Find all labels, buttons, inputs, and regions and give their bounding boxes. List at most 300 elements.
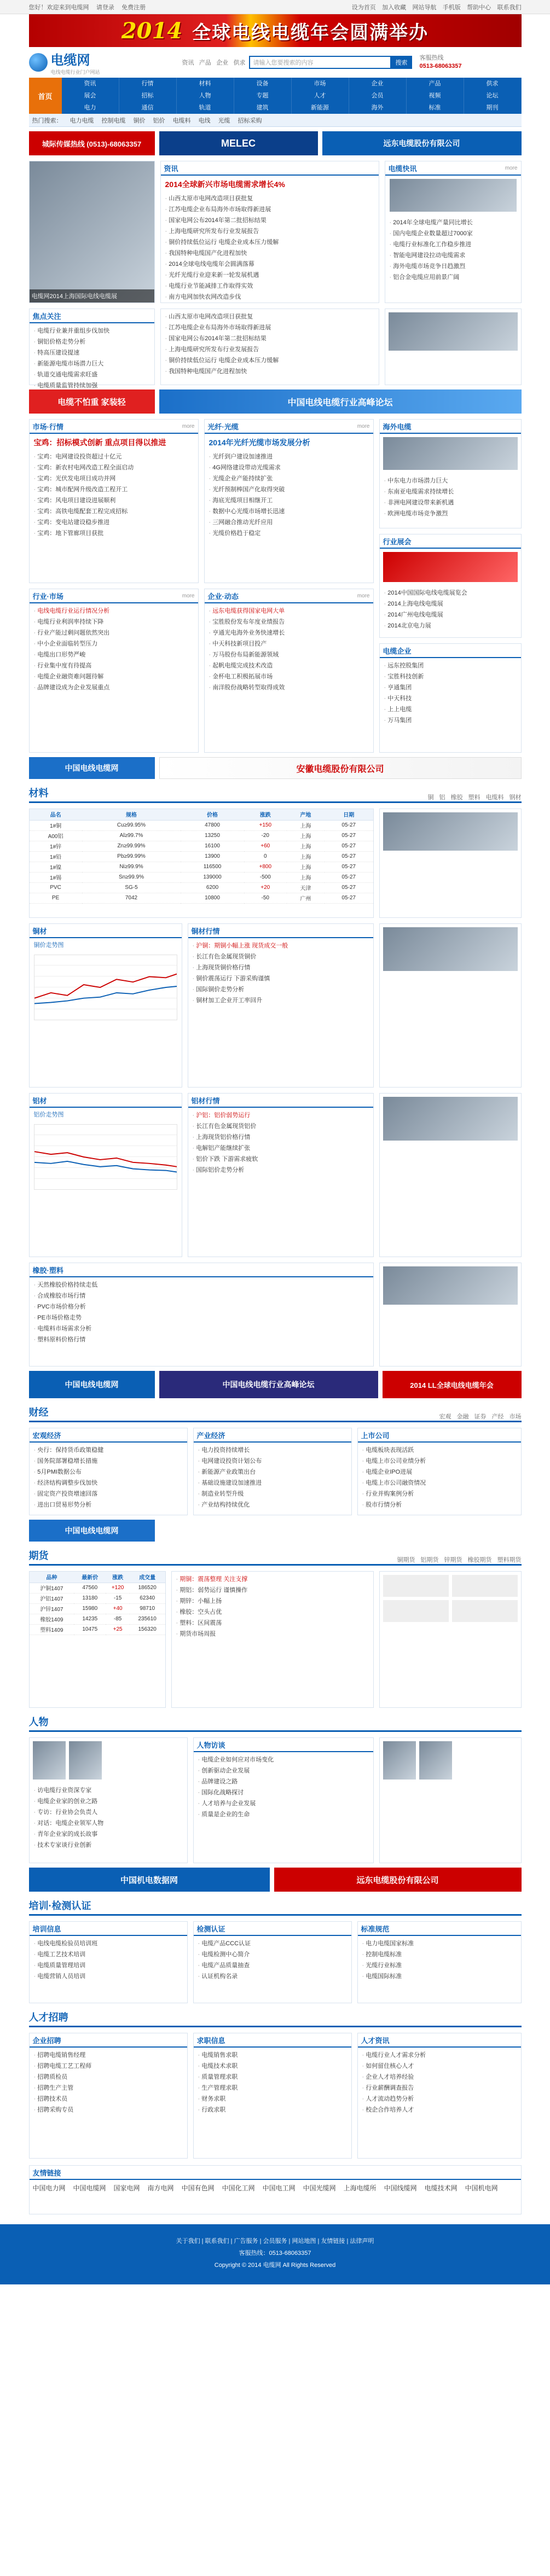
interview-item[interactable]: · 国际化战略探讨	[198, 1787, 369, 1798]
ad-cable-light[interactable]: 电缆不怕重 家装轻	[29, 389, 155, 414]
overseas-item[interactable]: · 欧洲电缆市场竞争激烈	[384, 508, 517, 519]
materials-row[interactable]	[30, 893, 373, 903]
recruit-item[interactable]: · 招聘生产主管	[34, 2083, 183, 2094]
tech-headline[interactable]: 2014年光纤光缆市场发展分析	[209, 438, 310, 447]
macro-item[interactable]: · 经济结构调整步伐加快	[34, 1478, 183, 1488]
tech-item[interactable]: · 光纤预制棒国产化取得突破	[209, 484, 369, 495]
friend-link[interactable]: 中国有色网	[181, 2184, 215, 2192]
cable-company-item[interactable]: · 宝胜科技创新	[384, 671, 517, 682]
expo-item[interactable]: · 2014上海电线电缆展	[384, 598, 517, 609]
certification-item[interactable]: · 电缆产品质量抽查	[198, 1960, 347, 1971]
recruit-item[interactable]: · 招聘技术员	[34, 2094, 183, 2104]
people-item[interactable]: · 技术专家谈行业创新	[34, 1840, 183, 1851]
expo-item[interactable]: · 2014广州电线电缆展	[384, 609, 517, 620]
aluminum-item[interactable]: · 沪铝：铝价弱势运行	[193, 1110, 369, 1121]
materials-row[interactable]	[30, 862, 373, 872]
add-favorite-link[interactable]: 加入收藏	[382, 4, 407, 11]
industry-item[interactable]: · 中小企业面临转型压力	[34, 638, 194, 649]
overseas-photo[interactable]	[383, 437, 518, 470]
nav-item[interactable]: 轨道	[177, 102, 234, 114]
overseas-item[interactable]: · 中东电力市场潜力巨大	[384, 475, 517, 486]
nav-item[interactable]: 资讯	[62, 78, 119, 90]
set-homepage-link[interactable]: 设为首页	[351, 4, 376, 11]
industry-item[interactable]: · 电线电缆行业运行情况分析	[34, 606, 194, 617]
more-link[interactable]: more	[505, 165, 518, 171]
person-photo-1[interactable]	[33, 1741, 66, 1780]
more-link[interactable]: more	[357, 592, 370, 599]
partner-logo-4[interactable]	[452, 1600, 518, 1622]
nav-item[interactable]: 人才	[292, 90, 349, 102]
futures-news-item[interactable]: · 期锌：小幅上扬	[176, 1596, 369, 1607]
copper-item[interactable]: · 长江有色金属现货铜价	[193, 951, 369, 962]
talent-news-item[interactable]: · 电缆行业人才需求分析	[362, 2050, 517, 2061]
search-tab-product[interactable]: 产品	[199, 60, 211, 66]
market-item[interactable]: · 宝鸡：风电项目建设进展顺利	[34, 495, 194, 506]
nav-item[interactable]: 标准	[407, 102, 464, 114]
partner-logo-3[interactable]	[383, 1600, 449, 1622]
notice-photo[interactable]	[390, 179, 517, 212]
nav-item[interactable]: 建筑	[234, 102, 292, 114]
hot-search-link[interactable]: 光缆	[218, 118, 230, 124]
aluminum-item[interactable]: · 上海现货铝价格行情	[193, 1132, 369, 1143]
interview-item[interactable]: · 人才培养与企业发展	[198, 1798, 369, 1809]
nav-item[interactable]: 新能源	[292, 102, 349, 114]
listed-box	[357, 1428, 522, 1515]
nav-item[interactable]: 会员	[349, 90, 407, 102]
top-news-headline[interactable]: 2014全球新兴市场电缆需求增长4%	[165, 180, 285, 189]
nav-item[interactable]: 供求	[464, 78, 522, 90]
top-news-photo[interactable]	[29, 161, 155, 303]
materials-cell: -20	[244, 830, 287, 841]
industry-econ-item[interactable]: · 新能源产业政策出台	[198, 1467, 347, 1478]
aluminum-item[interactable]: · 电解铝产能继续扩张	[193, 1143, 369, 1154]
search-tabs	[182, 58, 249, 67]
focus-item[interactable]: · 电缆质量监管持续加强	[34, 380, 150, 391]
hot-search-link[interactable]: 招标采购	[238, 118, 262, 124]
ad-annual-conference[interactable]: 2014 LL全球电线电缆年会	[383, 1371, 522, 1398]
banner-text: 全球电线电缆年会圆满举办	[192, 22, 429, 43]
focus-mid-item[interactable]: · 上海电缆研究所发布行业发展报告	[165, 344, 374, 355]
people-item[interactable]: · 青年企业家的成长故事	[34, 1829, 183, 1840]
hot-search-link[interactable]: 热门搜索：	[32, 118, 62, 124]
talent-news-item[interactable]: · 行业薪酬调查报告	[362, 2083, 517, 2094]
cable-company-item[interactable]: · 上上电缆	[384, 704, 517, 715]
company-item[interactable]: · 万马股份布局新能源领域	[209, 649, 369, 660]
recruit-item[interactable]: · 招聘质检员	[34, 2072, 183, 2083]
ad-yuandong[interactable]: 远东电缆股份有限公司	[322, 131, 522, 155]
ad-cable-mall-2[interactable]: 中国电线电缆网	[29, 1371, 155, 1398]
market-item[interactable]: · 宝鸡：城市配网升级改造工程开工	[34, 484, 194, 495]
industry-econ-item[interactable]: · 电网建设投资计划公布	[198, 1456, 347, 1467]
copper-item[interactable]: · 上海现货铜价格行情	[193, 962, 369, 973]
recruit-item[interactable]: · 招聘电缆销售经理	[34, 2050, 183, 2061]
talent-news-item[interactable]: · 如何留住核心人才	[362, 2061, 517, 2072]
industry-item[interactable]: · 品牌建设成为企业发展重点	[34, 682, 194, 693]
futures-link[interactable]: 铜期货	[397, 1557, 415, 1563]
materials-link[interactable]: 铜	[427, 794, 434, 801]
hot-search-link[interactable]: 控制电缆	[101, 118, 126, 124]
company-item[interactable]: · 亨通光电海外业务快速增长	[209, 627, 369, 638]
industry-item[interactable]: · 电缆企业融资难问题待解	[34, 671, 194, 682]
cable-company-item[interactable]: · 亨通集团	[384, 682, 517, 693]
search-tab-company[interactable]: 企业	[216, 60, 229, 66]
cable-company-item[interactable]: · 万马集团	[384, 715, 517, 726]
notice-item[interactable]: · 海外电缆市场竞争日趋激烈	[390, 261, 517, 272]
jobseek-item[interactable]: · 财务求职	[198, 2094, 347, 2104]
futures-link[interactable]: 塑料期货	[497, 1557, 522, 1563]
finance-link[interactable]: 证券	[474, 1414, 487, 1420]
jobseek-item[interactable]: · 生产管理求职	[198, 2083, 347, 2094]
rubber-right-box	[379, 1263, 522, 1366]
macro-item[interactable]: · 国务院部署稳增长措施	[34, 1456, 183, 1467]
news-item[interactable]: · 上海电缆研究所发布行业发展报告	[165, 226, 374, 237]
materials-side-photo[interactable]	[383, 812, 518, 851]
site-nav-link[interactable]: 网站导航	[412, 4, 437, 11]
standards-item[interactable]: · 电力电缆国家标准	[362, 1938, 517, 1949]
news-item[interactable]: · 南方电网加快农网改造步伐	[165, 292, 374, 303]
friend-link[interactable]: 电缆技术网	[424, 2184, 458, 2192]
talent-news-item[interactable]: · 人才流动趋势分析	[362, 2094, 517, 2104]
aluminum-right-photo[interactable]	[383, 1097, 518, 1141]
expo-item[interactable]: · 2014中国国际电线电缆展览会	[384, 588, 517, 598]
futures-row[interactable]	[30, 1614, 165, 1624]
hot-search-link[interactable]: 电缆料	[172, 118, 191, 124]
industry-item[interactable]: · 电缆出口形势严峻	[34, 649, 194, 660]
training-item[interactable]: · 电缆营销人员培训	[34, 1971, 183, 1982]
search-button[interactable]	[391, 56, 412, 69]
person-photo-2[interactable]	[69, 1741, 102, 1780]
listed-item[interactable]: · 电缆上市公司融资情况	[362, 1478, 517, 1488]
rubber-right-photo[interactable]	[383, 1266, 518, 1305]
materials-row[interactable]	[30, 820, 373, 830]
listed-item[interactable]: · 行业并购案例分析	[362, 1488, 517, 1499]
search-tab-supply[interactable]: 供求	[233, 60, 246, 66]
focus-item[interactable]: · 新能源电缆市场潜力巨大	[34, 358, 150, 369]
rubber-item[interactable]: · 电缆料市场需求分析	[34, 1323, 369, 1334]
rubber-item[interactable]: · PVC市场价格分析	[34, 1301, 369, 1312]
industry-econ-item[interactable]: · 制造业转型升级	[198, 1488, 347, 1499]
hot-search-bar	[29, 114, 522, 127]
nav-item[interactable]: 期刊	[464, 102, 522, 114]
cable-company-item[interactable]: · 远东控股集团	[384, 660, 517, 671]
materials-cell: -500	[244, 872, 287, 882]
listed-item[interactable]: · 电缆企业IPO进展	[362, 1467, 517, 1478]
people-item[interactable]: · 访电缆行业资深专家	[34, 1785, 183, 1796]
news-item[interactable]: · 我国特种电缆国产化进程加快	[165, 248, 374, 259]
rubber-item[interactable]: · 塑料原料价格行情	[34, 1334, 369, 1345]
futures-link[interactable]: 锌期货	[444, 1557, 462, 1563]
nav-item[interactable]: 专题	[234, 90, 292, 102]
focus-mid-item[interactable]: · 山西太原市电网改造项目获批复	[165, 311, 374, 322]
hot-search-link[interactable]: 电力电缆	[70, 118, 94, 124]
friend-link[interactable]: 上海电缆所	[343, 2184, 377, 2192]
nav-item[interactable]: 电力	[62, 102, 119, 114]
copper-item[interactable]: · 沪铜：期铜小幅上涨 现货成交一般	[193, 940, 369, 951]
footer-links[interactable]: 关于我们 | 联系我们 | 广告服务 | 会员服务 | 网站地图 | 友情链接 | 法律声明	[176, 2238, 374, 2244]
tech-item[interactable]: · 海底光缆项目相继开工	[209, 495, 369, 506]
nav-item[interactable]: 材料	[177, 78, 234, 90]
materials-row[interactable]	[30, 872, 373, 882]
nav-item[interactable]: 视频	[407, 90, 464, 102]
recruit-item[interactable]: · 招聘电缆工艺工程师	[34, 2061, 183, 2072]
focus-mid-box	[160, 309, 379, 385]
jobseek-item[interactable]: · 电缆销售求职	[198, 2050, 347, 2061]
friend-link[interactable]: 中国线缆网	[384, 2184, 417, 2192]
certification-item[interactable]: · 电缆产品CCC认证	[198, 1938, 347, 1949]
notice-item[interactable]: · 2014年全球电缆产量同比增长	[390, 217, 517, 228]
rubber-item[interactable]: · PE市场价格走势	[34, 1312, 369, 1323]
industry-item[interactable]: · 行业产能过剩问题依然突出	[34, 627, 194, 638]
ad-cable-net[interactable]: 中国电线电缆网	[29, 1520, 155, 1542]
materials-row[interactable]	[30, 841, 373, 851]
standards-item[interactable]: · 光缆行业标准	[362, 1960, 517, 1971]
certification-item[interactable]: · 电缆检测中心简介	[198, 1949, 347, 1960]
company-item[interactable]: · 中天科技新项目投产	[209, 638, 369, 649]
interview-item[interactable]: · 电缆企业如何应对市场变化	[198, 1754, 369, 1765]
focus-item[interactable]: · 轨道交通电缆需求旺盛	[34, 369, 150, 380]
notice-item[interactable]: · 铝合金电缆应用前景广阔	[390, 272, 517, 283]
market-item[interactable]: · 宝鸡：新农村电网改造工程全面启动	[34, 462, 194, 473]
focus-mid-item[interactable]: · 我国特种电缆国产化进程加快	[165, 366, 374, 377]
ad-melec[interactable]: MELEC	[159, 131, 318, 155]
materials-cell: 139000	[181, 872, 244, 882]
news-item[interactable]: · 光纤光缆行业迎来新一轮发展机遇	[165, 270, 374, 281]
nav-item[interactable]: 人物	[177, 90, 234, 102]
tech-item[interactable]: · 4G网络建设带动光缆需求	[209, 462, 369, 473]
training-item[interactable]: · 电线电缆检验员培训班	[34, 1938, 183, 1949]
market-item[interactable]: · 宝鸡：高铁电缆配套工程完成招标	[34, 506, 194, 517]
listed-item[interactable]: · 股市行情分析	[362, 1499, 517, 1510]
standards-item[interactable]: · 电缆国际标准	[362, 1971, 517, 1982]
materials-cell: 广州	[287, 893, 325, 903]
materials-cell: -50	[244, 893, 287, 903]
market-headline[interactable]: 宝鸡：招标模式创新 重点项目得以推进	[33, 438, 166, 447]
futures-news-item[interactable]: · 期铜：震荡整理 关注支撑	[176, 1574, 369, 1585]
nav-item[interactable]: 论坛	[464, 90, 522, 102]
macro-item[interactable]: · 央行：保持货币政策稳健	[34, 1445, 183, 1456]
materials-row[interactable]	[30, 830, 373, 841]
futures-row[interactable]	[30, 1624, 165, 1635]
jobseek-item[interactable]: · 质量管理求职	[198, 2072, 347, 2083]
nav-item[interactable]: 市场	[292, 78, 349, 90]
nav-item[interactable]: 通信	[119, 102, 177, 114]
company-item[interactable]: · 远东电缆获得国家电网大单	[209, 606, 369, 617]
partner-logo-2[interactable]	[452, 1575, 518, 1597]
listed-item[interactable]: · 电缆板块表现活跃	[362, 1445, 517, 1456]
materials-row[interactable]	[30, 851, 373, 862]
industry-item[interactable]: · 行业集中度有待提高	[34, 660, 194, 671]
focus-item[interactable]: · 电缆行业兼并重组步伐加快	[34, 325, 150, 336]
nav-item[interactable]: 企业	[349, 78, 407, 90]
friend-link[interactable]: 中国电缆网	[73, 2184, 106, 2192]
tech-item[interactable]: · 数据中心光缆市场增长迅速	[209, 506, 369, 517]
focus-mid-item[interactable]: · 铜价持续低位运行 电缆企业成本压力缓解	[165, 355, 374, 366]
friend-link[interactable]: 中国电力网	[32, 2184, 66, 2192]
materials-link[interactable]: 橡胶	[450, 794, 463, 801]
nav-item[interactable]: 展会	[62, 90, 119, 102]
ad-mechanical-data[interactable]: 中国机电数据网	[29, 1868, 270, 1892]
jobseek-item[interactable]: · 行政求职	[198, 2104, 347, 2115]
interview-item[interactable]: · 质量是企业的生命	[198, 1809, 369, 1820]
focus-item[interactable]: · 铜铝价格走势分析	[34, 336, 150, 347]
market-item[interactable]: · 宝鸡：变电站建设稳步推进	[34, 517, 194, 528]
contact-link[interactable]: 联系我们	[497, 4, 522, 11]
talent-news-item[interactable]: · 校企合作培养人才	[362, 2104, 517, 2115]
ad-hotline[interactable]: 城际传媒热线 (0513)-68063357	[29, 131, 155, 155]
ad-forum[interactable]: 中国电线电缆行业高峰论坛	[159, 389, 522, 414]
cable-company-item[interactable]: · 中天科技	[384, 693, 517, 704]
nav-home[interactable]: 首页	[29, 78, 62, 114]
focus-mid-item[interactable]: · 国家电网公布2014年第二批招标结果	[165, 333, 374, 344]
person-photo-4[interactable]	[419, 1741, 452, 1780]
materials-row[interactable]	[30, 882, 373, 893]
news-item[interactable]: · 铜价持续低位运行 电缆企业成本压力缓解	[165, 237, 374, 248]
materials-link[interactable]: 电缆料	[485, 794, 504, 801]
industry-econ-item[interactable]: · 电力投资持续增长	[198, 1445, 347, 1456]
market-item[interactable]: · 宝鸡：地下管廊项目获批	[34, 528, 194, 539]
training-item[interactable]: · 电缆工艺技术培训	[34, 1949, 183, 1960]
company-item[interactable]: · 宝胜股份发布年度业绩报告	[209, 617, 369, 627]
aluminum-item[interactable]: · 国际铝价走势分析	[193, 1165, 369, 1176]
futures-row[interactable]	[30, 1593, 165, 1603]
top-banner-ad[interactable]	[29, 14, 522, 47]
register-link[interactable]: 免费注册	[121, 4, 146, 11]
focus-right-photo[interactable]	[389, 312, 518, 351]
help-link[interactable]: 帮助中心	[467, 4, 491, 11]
ad-cable-company[interactable]: 远东电缆股份有限公司	[274, 1868, 522, 1892]
mobile-link[interactable]: 手机版	[442, 4, 461, 11]
copper-item[interactable]: · 国际铜价走势分析	[193, 984, 369, 995]
copper-right-photo[interactable]	[383, 927, 518, 971]
materials-link[interactable]: 塑料	[468, 794, 480, 801]
overseas-item[interactable]: · 东南亚电缆需求持续增长	[384, 486, 517, 497]
overseas-item[interactable]: · 非洲电网建设带来新机遇	[384, 497, 517, 508]
rubber-item[interactable]: · 合成橡胶市场行情	[34, 1290, 369, 1301]
company-item[interactable]: · 起帆电缆完成技术改造	[209, 660, 369, 671]
company-item[interactable]: · 南洋股份战略转型取得成效	[209, 682, 369, 693]
jobseek-item[interactable]: · 电缆技术求职	[198, 2061, 347, 2072]
friend-link[interactable]: 中国化工网	[222, 2184, 255, 2192]
people-item[interactable]: · 电缆企业家的创业之路	[34, 1796, 183, 1807]
hot-search-link[interactable]: 电线	[198, 118, 211, 124]
finance-link[interactable]: 宏观	[439, 1414, 451, 1420]
interview-item[interactable]: · 品牌建设之路	[198, 1776, 369, 1787]
futures-news-item[interactable]: · 期货市场周报	[176, 1629, 369, 1639]
person-photo-3[interactable]	[383, 1741, 416, 1780]
certification-item[interactable]: · 认证机构名录	[198, 1971, 347, 1982]
finance-link[interactable]: 产经	[491, 1414, 504, 1420]
news-item[interactable]: · 电缆行业节能减排工作取得实效	[165, 281, 374, 292]
friend-link[interactable]: 南方电网	[147, 2184, 174, 2192]
ad-expo-banner[interactable]: 中国电线电缆行业高峰论坛	[159, 1371, 378, 1398]
copper-item[interactable]: · 铜材加工企业开工率回升	[193, 995, 369, 1006]
people-item[interactable]: · 对话：电缆企业领军人物	[34, 1818, 183, 1829]
futures-row[interactable]	[30, 1603, 165, 1614]
focus-mid-item[interactable]: · 江苏电缆企业布局海外市场取得新进展	[165, 322, 374, 333]
finance-link[interactable]: 金融	[456, 1414, 469, 1420]
notice-item[interactable]: · 电缆行业标准化工作稳步推进	[390, 239, 517, 250]
talent-news-item[interactable]: · 企业人才培养经验	[362, 2072, 517, 2083]
expo-item[interactable]: · 2014北京电力展	[384, 620, 517, 631]
training-item[interactable]: · 电缆质量管理培训	[34, 1960, 183, 1971]
interview-item[interactable]: · 创新驱动企业发展	[198, 1765, 369, 1776]
focus-item[interactable]: · 特高压建设提速	[34, 347, 150, 358]
friend-link[interactable]: 中国光缆网	[303, 2184, 336, 2192]
market-item[interactable]: · 宝鸡：光伏发电项目成功并网	[34, 473, 194, 484]
hot-search-link[interactable]: 铜价	[133, 118, 146, 124]
market-item[interactable]: · 宝鸡：电网建设投资超过十亿元	[34, 451, 194, 462]
rubber-item[interactable]: · 天然橡胶价格持续走低	[34, 1280, 369, 1290]
nav-item[interactable]: 招标	[119, 90, 177, 102]
news-item[interactable]: · 国家电网公布2014年第二批招标结果	[165, 215, 374, 226]
nav-item[interactable]: 产品	[407, 78, 464, 90]
notice-item[interactable]: · 智能电网建设拉动电缆需求	[390, 250, 517, 261]
materials-link[interactable]: 钢材	[509, 794, 522, 801]
news-item[interactable]: · 山西太原市电网改造项目获批复	[165, 193, 374, 204]
nav-item[interactable]: 海外	[349, 102, 407, 114]
friend-link[interactable]: 中国机电网	[465, 2184, 498, 2192]
nav-item[interactable]: 设备	[234, 78, 292, 90]
macro-item[interactable]: · 进出口贸易形势分析	[34, 1499, 183, 1510]
partner-logo-1[interactable]	[383, 1575, 449, 1597]
more-link[interactable]: more	[182, 423, 195, 429]
copper-item[interactable]: · 铜价震荡运行 下游采购谨慎	[193, 973, 369, 984]
macro-item[interactable]: · 固定资产投资增速回落	[34, 1488, 183, 1499]
search-tab-news[interactable]: 资讯	[182, 60, 194, 66]
aluminum-item[interactable]: · 长江有色金属现货铝价	[193, 1121, 369, 1132]
login-link[interactable]: 请登录	[96, 4, 114, 11]
hot-search-link[interactable]: 铝价	[153, 118, 165, 124]
futures-link[interactable]: 铝期货	[420, 1557, 439, 1563]
aluminum-item[interactable]: · 铝价下跌 下游需求疲软	[193, 1154, 369, 1165]
friend-link[interactable]: 中国电工网	[262, 2184, 296, 2192]
standards-item[interactable]: · 控制电缆标准	[362, 1949, 517, 1960]
materials-link[interactable]: 铝	[439, 794, 445, 801]
futures-link[interactable]: 橡胶期货	[467, 1557, 492, 1563]
company-item[interactable]: · 金杯电工积极拓展市场	[209, 671, 369, 682]
expo-logo[interactable]	[383, 552, 518, 582]
more-link[interactable]: more	[182, 592, 195, 599]
futures-news-item[interactable]: · 期铝：弱势运行 谨慎操作	[176, 1585, 369, 1596]
news-item[interactable]: · 2014全球电线电缆年会圆满落幕	[165, 259, 374, 270]
tech-item[interactable]: · 三网融合推动光纤应用	[209, 517, 369, 528]
ad-cable-mall[interactable]: 中国电线电缆网	[29, 757, 155, 779]
people-item[interactable]: · 专访：行业协会负责人	[34, 1807, 183, 1818]
futures-news-item[interactable]: · 塑料：区间震荡	[176, 1618, 369, 1629]
finance-link[interactable]: 市场	[509, 1414, 522, 1420]
macro-item[interactable]: · 5月PMI数据公布	[34, 1467, 183, 1478]
tech-item[interactable]: · 光缆价格趋于稳定	[209, 528, 369, 539]
recruit-item[interactable]: · 招聘采购专员	[34, 2104, 183, 2115]
notice-item[interactable]: · 国内电缆企业数量超过7000家	[390, 228, 517, 239]
news-item[interactable]: · 江苏电缆企业布局海外市场取得新进展	[165, 204, 374, 215]
site-logo[interactable]	[29, 49, 122, 75]
tech-item[interactable]: · 光缆企业产能持续扩张	[209, 473, 369, 484]
tab-news[interactable]: 资讯	[164, 164, 178, 173]
ad-anhui-cable[interactable]: 安徽电缆股份有限公司	[159, 757, 522, 779]
listed-item[interactable]: · 电缆上市公司业绩分析	[362, 1456, 517, 1467]
friend-link[interactable]: 国家电网	[113, 2184, 140, 2192]
industry-econ-item[interactable]: · 产业结构持续优化	[198, 1499, 347, 1510]
industry-econ-item[interactable]: · 基础设施建设加速推进	[198, 1478, 347, 1488]
futures-row[interactable]	[30, 1583, 165, 1593]
nav-item[interactable]: 行情	[119, 78, 177, 90]
industry-item[interactable]: · 电缆行业利润率持续下降	[34, 617, 194, 627]
more-link[interactable]: more	[357, 423, 370, 429]
tech-item[interactable]: · 光纤到户建设加速推进	[209, 451, 369, 462]
futures-news-item[interactable]: · 橡胶：空头占优	[176, 1607, 369, 1618]
search-input[interactable]: 请输入您要搜索的内容	[249, 56, 391, 69]
